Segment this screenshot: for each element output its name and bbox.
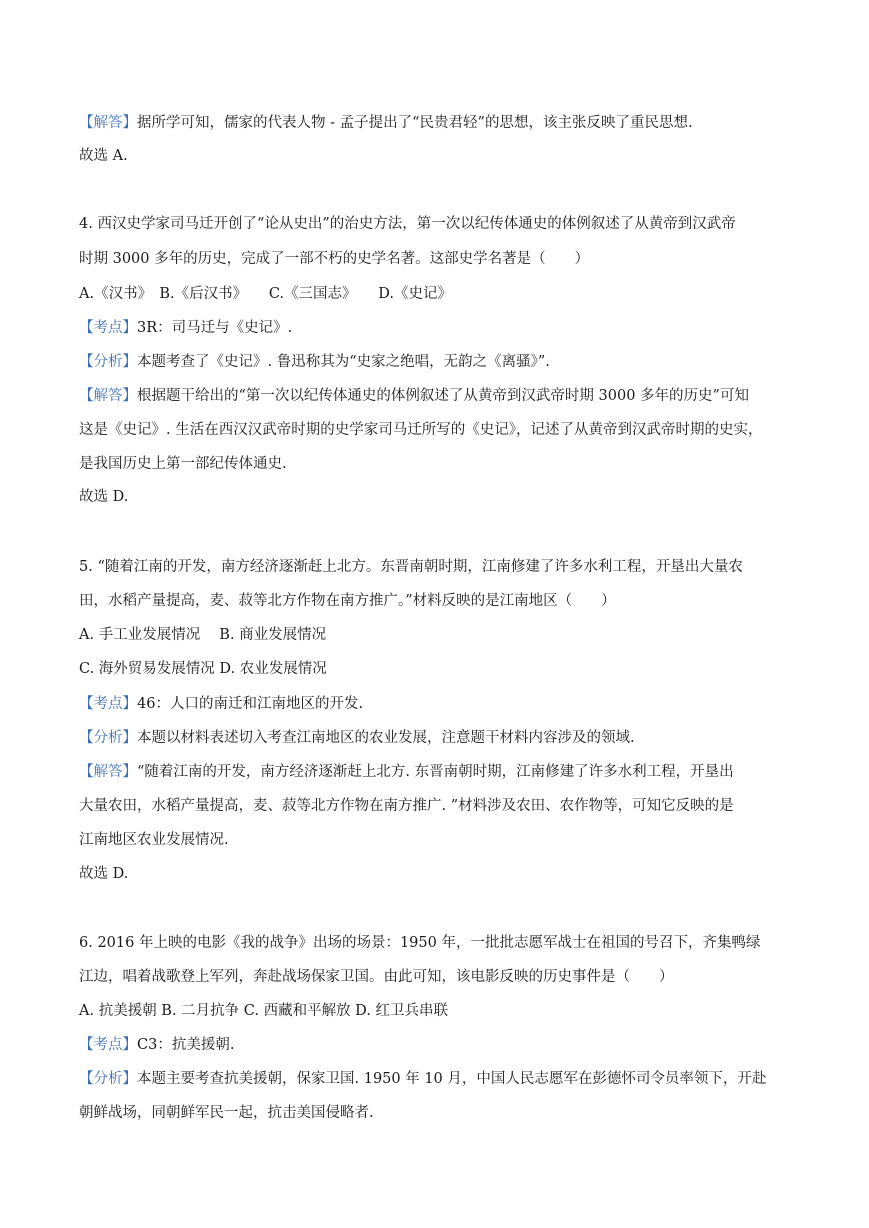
- line-text: 朝鲜战场，同朝鲜军民一起，抗击美国侵略者.: [79, 1105, 374, 1121]
- line-text: C3：抗美援朝.: [137, 1037, 235, 1053]
- text-line: [79, 1069, 766, 1089]
- text-line: [79, 1035, 234, 1055]
- text-line: [79, 967, 674, 987]
- line-text: 田，水稻产量提高，麦、菽等北方作物在南方推广。”材料反映的是江南地区（ ）: [79, 593, 616, 609]
- section-tag: 【考点】: [79, 320, 137, 336]
- text-line: [79, 1001, 448, 1021]
- text-line: [79, 146, 128, 166]
- text-line: [79, 830, 229, 850]
- line-text: 本题以材料表述切入考查江南地区的农业发展，注意题干材料内容涉及的领域.: [137, 730, 635, 746]
- line-text: 根据题干给出的“第一次以纪传体通史的体例叙述了从黄帝到汉武帝时期 3000 多年的历史”可知: [137, 388, 749, 404]
- text-line: [79, 694, 363, 714]
- line-text: 据所学可知，儒家的代表人物 - 孟子提出了“民贵君轻”的思想，该主张反映了重民思想.: [137, 115, 693, 131]
- line-text: A.《汉书》 B.《后汉书》 C.《三国志》 D.《史记》: [79, 286, 452, 302]
- line-text: 3R：司马迁与《史记》.: [137, 320, 293, 336]
- text-line: [79, 386, 749, 406]
- line-text: 江边，唱着战歌登上军列，奔赴战场保家卫国。由此可知，该电影反映的历史事件是（ ）: [79, 969, 674, 985]
- section-tag: 【解答】: [79, 388, 137, 404]
- text-line: [79, 454, 287, 474]
- line-text: 大量农田，水稻产量提高，麦、菽等北方作物在南方推广. ”材料涉及农田、农作物等，可知它反映的是: [79, 798, 734, 814]
- section-tag: 【解答】: [79, 764, 137, 780]
- line-text: 6. 2016 年上映的电影《我的战争》出场的场景：1950 年，一批批志愿军战士在祖国的号召下，齐集鸭绿: [79, 935, 761, 951]
- text-line: [79, 659, 327, 679]
- line-text: 故选 D.: [79, 489, 129, 505]
- text-line: [79, 318, 292, 338]
- line-text: 5. “随着江南的开发，南方经济逐渐赶上北方。东晋南朝时期，江南修建了许多水利工程，开垦出大量农: [79, 559, 743, 575]
- line-text: 故选 D.: [79, 866, 129, 882]
- line-text: 江南地区农业发展情况.: [79, 832, 229, 848]
- text-line: [79, 420, 762, 440]
- text-line: [79, 762, 734, 782]
- line-text: 是我国历史上第一部纪传体通史.: [79, 456, 287, 472]
- section-tag: 【考点】: [79, 696, 137, 712]
- section-tag: 【分析】: [79, 730, 137, 746]
- line-text: 故选 A.: [79, 148, 128, 164]
- text-line: [79, 625, 326, 645]
- line-text: 46：人口的南迁和江南地区的开发.: [137, 696, 364, 712]
- text-line: [79, 1103, 374, 1123]
- text-line: [79, 591, 616, 611]
- text-line: [79, 352, 550, 372]
- text-line: [79, 249, 589, 269]
- line-text: A. 抗美援朝 B. 二月抗争 C. 西藏和平解放 D. 红卫兵串联: [79, 1003, 449, 1019]
- line-text: “随着江南的开发，南方经济逐渐赶上北方. 东晋南朝时期，江南修建了许多水利工程，开垦出: [137, 764, 734, 780]
- text-line: [79, 933, 760, 953]
- line-text: 4. 西汉史学家司马迁开创了“论从史出”的治史方法，第一次以纪传体通史的体例叙述了从黄帝到汉武帝: [79, 216, 736, 232]
- line-text: C. 海外贸易发展情况 D. 农业发展情况: [79, 661, 327, 677]
- text-line: [79, 284, 452, 304]
- section-tag: 【考点】: [79, 1037, 137, 1053]
- section-tag: 【分析】: [79, 1071, 137, 1087]
- line-text: 本题考查了《史记》. 鲁迅称其为“史家之绝唱，无韵之《离骚》”.: [137, 354, 550, 370]
- text-line: [79, 864, 128, 884]
- text-line: [79, 557, 743, 577]
- text-line: [79, 214, 736, 234]
- text-line: [79, 487, 128, 507]
- line-text: 时期 3000 多年的历史，完成了一部不朽的史学名著。这部史学名著是（ ）: [79, 251, 590, 267]
- text-line: [79, 728, 635, 748]
- section-tag: 【解答】: [79, 115, 137, 131]
- text-line: [79, 113, 693, 133]
- text-line: [79, 796, 734, 816]
- line-text: 本题主要考查抗美援朝，保家卫国. 1950 年 10 月，中国人民志愿军在彭德怀司令员率领下，开赴: [137, 1071, 767, 1087]
- line-text: 这是《史记》. 生活在西汉汉武帝时期的史学家司马迁所写的《史记》，记述了从黄帝到汉武帝时期的史实，: [79, 422, 763, 438]
- line-text: A. 手工业发展情况 B. 商业发展情况: [79, 627, 327, 643]
- section-tag: 【分析】: [79, 354, 137, 370]
